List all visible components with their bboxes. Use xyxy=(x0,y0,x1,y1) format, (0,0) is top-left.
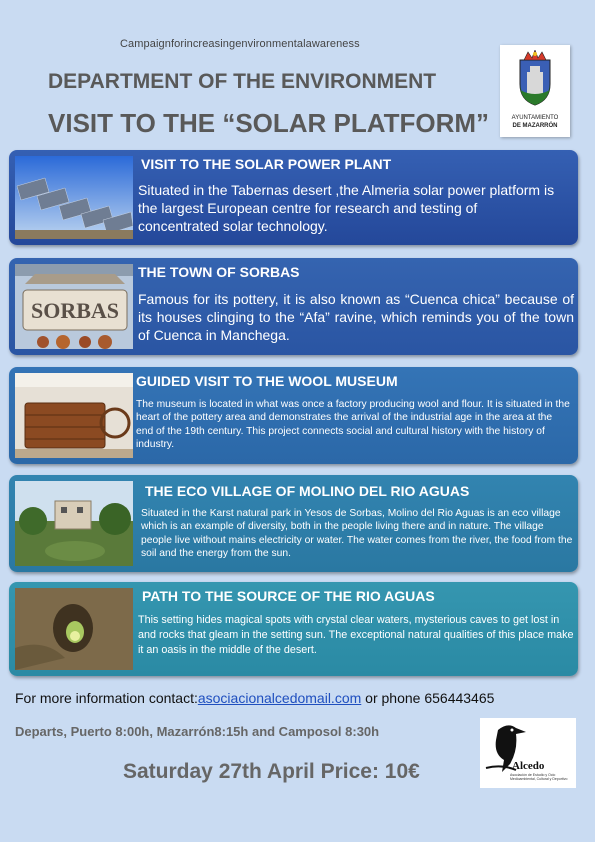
mazarron-logo xyxy=(500,45,570,137)
alcedo-name: Alcedo xyxy=(512,760,545,772)
campaign-text: Campaignforincreasingenvironmentalawareness xyxy=(120,38,360,50)
contact-info xyxy=(15,690,494,706)
visit-title: VISIT TO THE “SOLAR PLATFORM” xyxy=(48,108,490,138)
departure-times: Departs, Puerto 8:00h, Mazarrón8:15h and Camposol 8:30h xyxy=(15,724,380,739)
panel-text: Situated in the Karst natural park in Yesos de Sorbas, Molino del Rio Aguas is an eco village which is an example of diversity, both in the people living there and in nature. The village people live without mains electricity or water. The water comes from the river, the food from the soil and the energy from the sun. xyxy=(141,508,573,560)
cave-photo xyxy=(15,588,133,670)
panel-title: GUIDED VISIT TO THE WOOL MUSEUM xyxy=(136,373,398,389)
sorbas-photo xyxy=(15,264,133,349)
department-title: DEPARTMENT OF THE ENVIRONMENT xyxy=(48,70,437,93)
email-link[interactable]: asociacionalcedomail.com xyxy=(197,690,362,706)
alcedo-logo xyxy=(480,718,576,788)
eco-village-photo xyxy=(15,481,133,566)
panel-title: THE TOWN OF SORBAS xyxy=(138,264,300,280)
panel-solar-plant xyxy=(9,150,578,245)
contact-phone: or phone 656443465 xyxy=(361,690,495,706)
panel-title: THE ECO VILLAGE OF MOLINO DEL RIO AGUAS xyxy=(145,483,470,499)
panel-text: This setting hides magical spots with crystal clear waters, mysterious caves to get lost in and rocks that gleam in the setting sun. The exceptional natural qualities of this place make it an oasis in the middle of the desert. xyxy=(138,614,574,656)
logo-line1: AYUNTAMIENTO xyxy=(511,115,559,121)
panel-text: Famous for its pottery, it is also known as “Cuenca chica” because of its houses clinging to the “Afa” ravine, which reminds you of the town of Cuenca in Manchega. xyxy=(138,291,574,344)
panel-wool-museum xyxy=(9,367,578,464)
coat-of-arms-icon xyxy=(514,50,556,108)
panel-title: VISIT TO THE SOLAR POWER PLANT xyxy=(141,156,392,172)
sorbas-sign-text: SORBAS xyxy=(30,298,120,323)
alcedo-subtitle: Asociación de Estudio y Ocio Medioambiental, Cultural y Deportivo xyxy=(510,773,568,781)
panel-text: Situated in the Tabernas desert ,the Almeria solar power platform is the largest European centre for research and testing of concentrated solar technology. xyxy=(138,182,555,235)
wool-museum-photo xyxy=(15,373,133,458)
date-price: Saturday 27th April Price: 10€ xyxy=(123,760,420,783)
panel-sorbas xyxy=(9,258,578,355)
contact-prefix: For more information contact: xyxy=(15,690,198,706)
logo-line2: DE MAZARRÓN xyxy=(512,123,558,129)
panel-title: PATH TO THE SOURCE OF THE RIO AGUAS xyxy=(142,588,435,604)
solar-plant-photo xyxy=(15,156,133,239)
panel-eco-village xyxy=(9,475,578,572)
panel-text: The museum is located in what was once a factory producing wool and flour. It is situated in the heart of the pottery area and demonstrates the arrival of the industrial age in the area at the end of the 19th century. This project connects social and cultural history with the history of industry. xyxy=(136,399,570,451)
panel-rio-aguas xyxy=(9,582,578,676)
